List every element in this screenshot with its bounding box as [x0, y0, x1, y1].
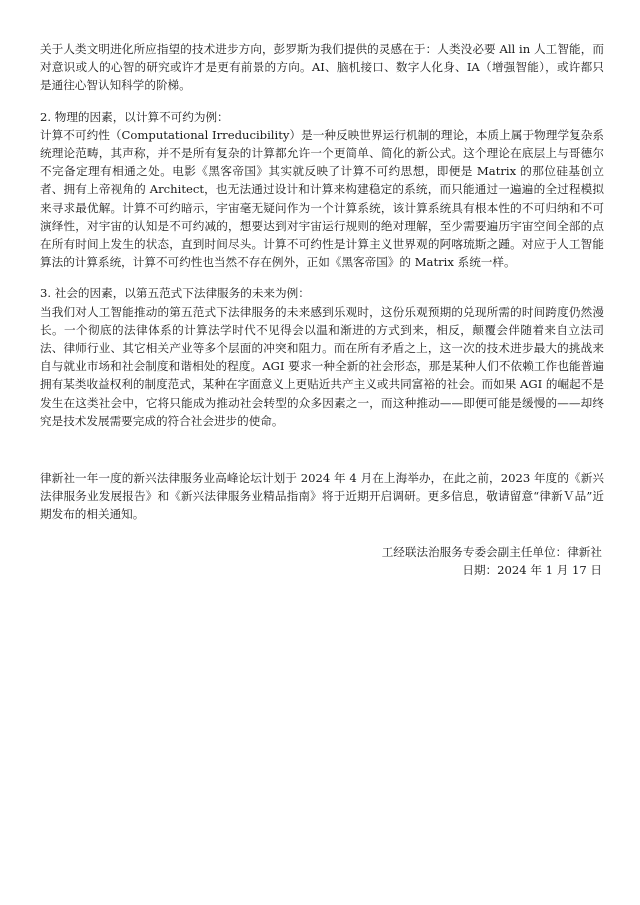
spacer	[40, 271, 604, 284]
article-body	[40, 40, 604, 430]
section-3-heading: 3. 社会的因素，以第五范式下法律服务的未来为例：	[40, 286, 310, 301]
section-2-body: 计算不可约性（Computational Irreducibility）是一种反映世界运行机制的理论，本质上属于物理学复杂系统理论范畴，其声称，并不是所有复杂的计算都允许一个更简单、简化的新公式。这个理论在底层上与哥德尔不完备定理有相通之处。电影《黑客帝国》其实就反映了计算不可约思想，即便是 Matrix 的那位硅基创立者、拥有上帝视角的 Architect，也无法通过设计和计算来构建稳定的系统，而只能通过一遍遍的全过程模拟来寻求最优解。计算不可约暗示，宇宙毫无疑问作为一个计算系统，该计算系统具有根本性的不可归纳和不可演绎性，对宇宙的认知是不可约减的，想要达到对宇宙运行规则的绝对理解，至少需要遍历宇宙空间全部的点在所有时间上发生的状态，直到时间尽头。计算不可约性是计算主义世界观的阿喀琉斯之踵。对应于人工智能算法的计算系统，计算不可约性也当然不存在例外，正如《黑客帝国》的 Matrix 系统一样。	[40, 127, 604, 270]
intro-paragraph: 关于人类文明进化所应指望的技术进步方向，彭罗斯为我们提供的灵感在于：人类没必要 All in 人工智能，而对意识或人的心智的研究或许才是更有前景的方向。AI、脑机接口、数字人化身、IA（增强智能），或许都只是通往心智认知科学的阶梯。	[40, 42, 604, 93]
section-2-heading: 2. 物理的因素，以计算不可约为例：	[40, 109, 229, 124]
spacer	[40, 95, 604, 108]
notice-paragraph: 律新社一年一度的新兴法律服务业高峰论坛计划于 2024 年 4 月在上海举办，在此之前，2023 年度的《新兴法律服务业发展报告》和《新兴法律服务业精品指南》将于近期开启调研。更多信息，敬请留意“律新Ｖ品”近期发布的相关通知。	[40, 471, 604, 522]
signature-org: 工经联法治服务专委会副主任单位：律新社	[381, 545, 602, 559]
section-3-body: 当我们对人工智能推动的第五范式下法律服务的未来感到乐观时，这份乐观预期的兑现所需的时间跨度仍然漫长。一个彻底的法律体系的计算法学时代不见得会以温和渐进的方式到来，相反，颠覆会伴随着来自立法司法、律师行业、其它相关产业等多个层面的冲突和阻力。而在所有矛盾之上，这一次的技术进步最大的挑战来自与就业市场和社会制度和谐相处的程度。AGI 要求一种全新的社会形态，那是某种人们不依赖工作也能普遍拥有某类收益权利的制度范式，某种在字面意义上更贴近共产主义或共同富裕的社会。而如果 AGI 的崛起不是发生在这类社会中，它将只能成为推动社会转型的众多因素之一，而这种推动——即便可能是缓慢的——却终究是技术发展需要完成的符合社会进步的使命。	[40, 304, 604, 428]
notice-block	[40, 469, 604, 524]
signature-date: 日期：2024 年 1 月 17 日	[462, 563, 602, 577]
